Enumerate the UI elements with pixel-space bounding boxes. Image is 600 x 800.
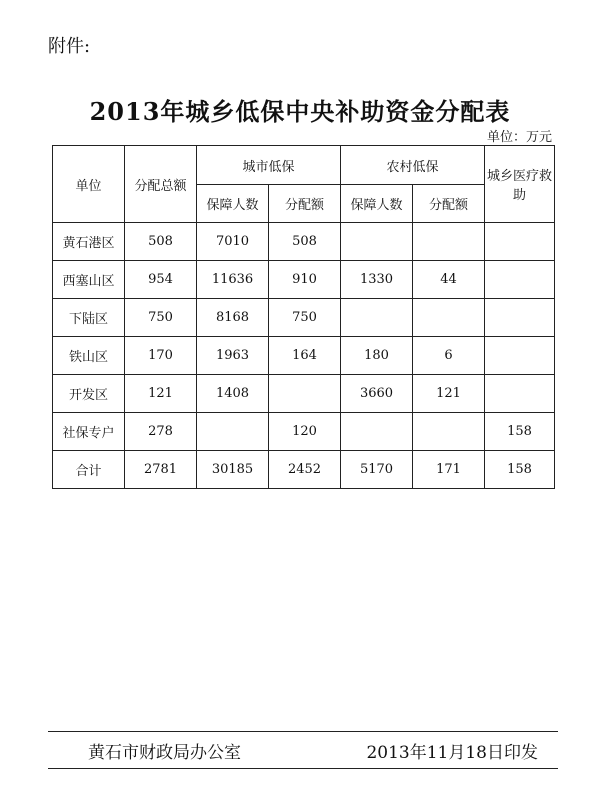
cell-rural-amount: 6 [413,337,485,375]
cell-unit: 西塞山区 [53,261,125,299]
cell-rural-amount [413,299,485,337]
cell-rural-amount [413,413,485,451]
cell-rural-people [341,223,413,261]
attachment-label: 附件: [48,36,91,57]
footer-rule-top [48,731,558,732]
header-medical: 城乡医疗救助 [485,146,555,223]
table-row [53,223,555,261]
unit-note: 单位：万元 [486,130,552,145]
cell-total: 508 [125,223,197,261]
cell-total: 121 [125,375,197,413]
cell-urban-people: 8168 [197,299,269,337]
cell-urban-people [197,413,269,451]
cell-rural-amount: 121 [413,375,485,413]
header-rural-people: 保障人数 [341,185,413,223]
cell-urban-people: 1963 [197,337,269,375]
table-row [53,261,555,299]
cell-medical [485,261,555,299]
footer-rule-bottom [48,768,558,769]
cell-urban-amount: 508 [269,223,341,261]
table-row [53,337,555,375]
cell-urban-amount: 164 [269,337,341,375]
cell-rural-amount: 44 [413,261,485,299]
cell-unit: 合计 [53,451,125,489]
cell-unit: 黄石港区 [53,223,125,261]
cell-urban-amount: 910 [269,261,341,299]
cell-medical [485,375,555,413]
cell-unit: 铁山区 [53,337,125,375]
cell-total: 170 [125,337,197,375]
cell-urban-amount: 2452 [269,451,341,489]
cell-rural-people: 5170 [341,451,413,489]
cell-total: 954 [125,261,197,299]
cell-rural-people [341,413,413,451]
cell-unit: 下陆区 [53,299,125,337]
cell-urban-amount: 120 [269,413,341,451]
cell-rural-people: 1330 [341,261,413,299]
header-row-top [53,146,555,185]
cell-medical: 158 [485,451,555,489]
header-rural: 农村低保 [341,146,485,185]
cell-urban-people: 11636 [197,261,269,299]
issuer: 黄石市财政局办公室 [88,743,241,763]
document-title: 2013年城乡低保中央补助资金分配表 [89,97,511,126]
cell-rural-people: 180 [341,337,413,375]
table-row [53,413,555,451]
allocation-table [52,145,555,489]
table-row [53,375,555,413]
header-unit: 单位 [53,146,125,223]
cell-total: 750 [125,299,197,337]
issue-date: 2013年11月18日印发 [366,743,538,763]
header-total: 分配总额 [125,146,197,223]
table-row [53,451,555,489]
cell-medical [485,337,555,375]
table-row [53,299,555,337]
cell-medical [485,223,555,261]
cell-unit: 开发区 [53,375,125,413]
cell-urban-people: 30185 [197,451,269,489]
cell-unit: 社保专户 [53,413,125,451]
cell-urban-people: 7010 [197,223,269,261]
cell-rural-amount [413,223,485,261]
cell-total: 2781 [125,451,197,489]
cell-rural-people: 3660 [341,375,413,413]
header-rural-amount: 分配额 [413,185,485,223]
cell-urban-amount: 750 [269,299,341,337]
cell-rural-people [341,299,413,337]
header-urban-amount: 分配额 [269,185,341,223]
cell-urban-amount [269,375,341,413]
cell-medical [485,299,555,337]
header-urban-people: 保障人数 [197,185,269,223]
cell-rural-amount: 171 [413,451,485,489]
cell-total: 278 [125,413,197,451]
header-urban: 城市低保 [197,146,341,185]
cell-urban-people: 1408 [197,375,269,413]
cell-medical: 158 [485,413,555,451]
